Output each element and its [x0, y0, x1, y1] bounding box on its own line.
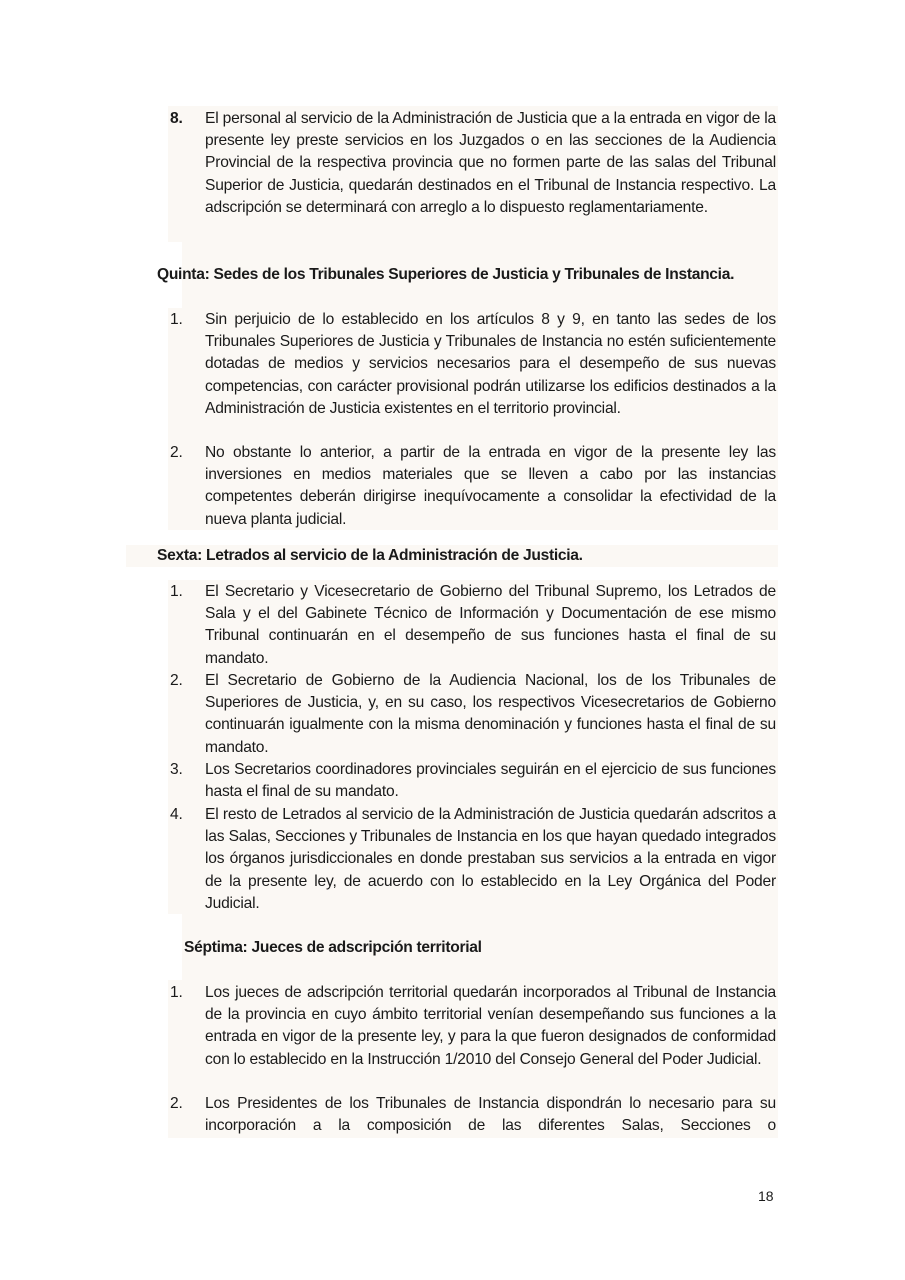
section-heading-quinta: Quinta: Sedes de los Tribunales Superiores de Justicia y Tribunales de Instancia.	[157, 266, 735, 283]
section-heading-sexta: Sexta: Letrados al servicio de la Administración de Justicia.	[157, 547, 583, 564]
list-item	[170, 804, 776, 915]
list-item	[170, 982, 776, 1071]
list-item-text: El Secretario y Vicesecretario de Gobierno del Tribunal Supremo, los Letrados de Sala y el del Gabinete Técnico de Información y Documentación de ese mismo Tribunal continuarán en el desempeño de sus funciones hasta el final de su mandato.	[205, 583, 776, 667]
list-item	[170, 759, 776, 803]
list-item-text: El resto de Letrados al servicio de la Administración de Justicia quedarán adscritos a las Salas, Secciones y Tribunales de Instancia en los que hayan quedado integrados los órganos jurisdiccionales en donde prestaban sus servicios a la entrada en vigor de la presente ley, de acuerdo con lo establecido en la Ley Orgánica del Poder Judicial.	[205, 806, 776, 912]
list-item-number: 1.	[170, 583, 183, 600]
list-item-text: Los Secretarios coordinadores provinciales seguirán en el ejercicio de sus funciones hasta el final de su mandato.	[205, 761, 776, 801]
list-item-text: El personal al servicio de la Administración de Justicia que a la entrada en vigor de la presente ley preste servicios en los Juzgados o en las secciones de la Audiencia Provincial de la respectiva provincia que no formen parte de las salas del Tribunal Superior de Justicia, quedarán destinados en el Tribunal de Instancia respectivo. La adscripción se determinará con arreglo a lo dispuesto reglamentariamente.	[205, 110, 776, 216]
list-item	[170, 309, 776, 420]
list-item	[170, 442, 776, 531]
list-item-text: El Secretario de Gobierno de la Audiencia Nacional, los de los Tribunales de Superiores de Justicia, y, en su caso, los respectivos Vicesecretarios de Gobierno continuarán igualmente con la misma denominación y funciones hasta el final de su mandato.	[205, 672, 776, 756]
list-item	[170, 670, 776, 759]
list-item-number: 2.	[170, 672, 183, 689]
list-item	[170, 581, 776, 670]
list-item-number: 3.	[170, 761, 183, 778]
list-item-number: 4.	[170, 806, 183, 823]
list-item-text: No obstante lo anterior, a partir de la entrada en vigor de la presente ley las inversiones en medios materiales que se lleven a cabo por las instancias competentes deberán dirigirse inequívocamente a consolidar la efectividad de la nueva planta judicial.	[205, 444, 776, 528]
page-number: 18	[758, 1188, 774, 1204]
list-item-number: 2.	[170, 444, 183, 461]
list-item-number: 1.	[170, 311, 183, 328]
list-item-number: 8.	[170, 110, 183, 127]
list-item-text: Los Presidentes de los Tribunales de Instancia dispondrán lo necesario para su incorporación a la composición de las diferentes Salas, Secciones o	[205, 1095, 776, 1135]
list-item-text: Sin perjuicio de lo establecido en los artículos 8 y 9, en tanto las sedes de los Tribunales Superiores de Justicia y Tribunales de Instancia no estén suficientemente dotadas de medios y servicios necesarios para el desempeño de sus nuevas competencias, con carácter provisional podrán utilizarse los edificios destinados a la Administración de Justicia existentes en el territorio provincial.	[205, 311, 776, 417]
list-item	[170, 1093, 776, 1137]
section-heading-septima: Séptima: Jueces de adscripción territorial	[184, 939, 482, 956]
list-item-number: 2.	[170, 1095, 183, 1112]
list-item-8	[170, 108, 776, 219]
list-item-number: 1.	[170, 984, 183, 1001]
list-item-text: Los jueces de adscripción territorial quedarán incorporados al Tribunal de Instancia de la provincia en cuyo ámbito territorial venían desempeñando sus funciones a la entrada en vigor de la presente ley, y para la que fueron designados de conformidad con lo establecido en la Instrucción 1/2010 del Consejo General del Poder Judicial.	[205, 984, 776, 1068]
